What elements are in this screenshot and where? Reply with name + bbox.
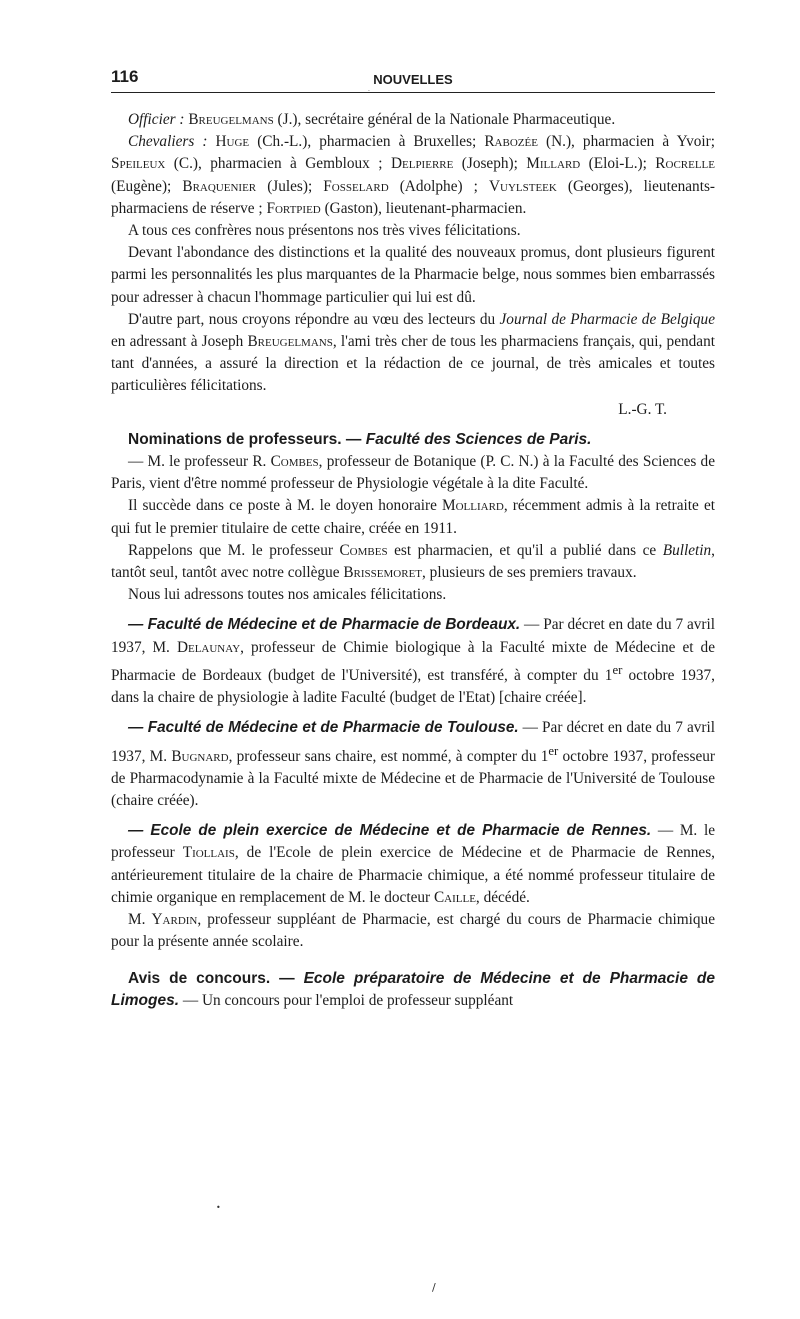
heading-dash: — [341,430,366,448]
text-run: (Adolphe) ; [388,177,489,195]
person-name: Delaunay [176,638,241,656]
concours-paragraph [111,968,715,1012]
text-run: (Georges), lieutenants-pharmaciens de réserve ; [111,177,716,217]
text-run: , de l'Ecole de plein exercice de Médecine et de Pharmacie de Rennes, antérieurement titulaire de la chaire de Pharmacie chimique, a été nommé professeur titulaire de chimie organique en remplacement de M. le docteur [111,844,715,906]
text-run: , décédé. [475,888,530,906]
officier-paragraph [111,109,715,131]
section-heading: Avis de concours. [128,969,271,987]
scan-dot-mark: · [368,88,370,95]
faculty-heading: Faculté des Sciences de Paris. [365,430,592,448]
person-name: Breugelmans [188,111,274,128]
rennes-p2 [111,909,715,953]
nominations-p2 [111,495,715,539]
person-name: Tiollais [182,844,235,862]
text-run: — Par décret en date du 7 avril 1937, M. [111,719,715,765]
felicitations-paragraph: A tous ces confrères nous présentons nos très vives félicitations. [128,222,521,240]
person-name: Fosselard [323,177,389,195]
ordinal-suffix: er [612,662,623,677]
person-name: Rabozée [484,133,538,151]
text-run: (Eugène); [111,177,183,195]
text-run: , récemment admis à la retraite et qui fut le premier titulaire de cette chaire, créée en 1911. [111,497,715,537]
person-name: Delpierre [390,155,454,173]
text-run: — M. le professeur [111,822,715,862]
school-heading: Ecole préparatoire de Médecine et de Pharmacie de Limoges. [111,969,715,1009]
text-run: en adressant à Joseph [111,333,248,351]
journal-page [111,62,715,1012]
person-name: Fortpied [266,199,321,217]
page-content [111,93,715,1012]
person-name: Combes [339,541,388,559]
devant-paragraph: Devant l'abondance des distinctions et la qualité des nouveaux promus, dont plusieurs figurent parmi les personnalités les plus marquantes de la Pharmacie belge, nous sommes bien embarrassés pour adresser à chacun l'hommage particulier qui lui est dû. [111,244,715,306]
nominations-heading [111,429,715,451]
bordeaux-heading: — Faculté de Médecine et de Pharmacie de Bordeaux. [128,616,521,634]
person-name: Yardin [151,911,198,929]
text-run: (C.), pharmacien à Gembloux ; [165,155,391,173]
person-name: Braquenier [182,177,257,195]
text-run: Il succède dans ce poste à M. le doyen honoraire [128,497,442,515]
journal-title: Journal de Pharmacie de Belgique [499,310,715,328]
person-name: Speileux [111,155,166,173]
section-heading: Nominations de professeurs. [128,430,342,448]
text-run: (Ch.-L.), pharmacien à Bruxelles; [249,133,485,151]
scan-slash-mark: / [432,1281,436,1294]
person-name: Millard [526,155,581,173]
text-run: , plusieurs de ses premiers travaux. [422,564,637,582]
text-run: (Joseph); [453,155,527,173]
text-run: (Jules); [256,177,324,195]
toulouse-heading: — Faculté de Médecine et de Pharmacie de Toulouse. [128,719,519,737]
chevaliers-label: Chevaliers : [128,133,208,151]
toulouse-paragraph [111,717,715,812]
person-name: Huge [215,133,250,151]
ordinal-suffix: er [548,743,559,758]
text-run: , professeur de Chimie biologique à la Faculté mixte de Médecine et de Pharmacie de Bordeaux (budget de l'Université), est transféré, à compter du 1 [111,638,715,684]
person-name: Molliard [441,497,504,515]
running-title: NOUVELLES [373,72,453,87]
text-run: — M. le professeur R. [128,453,271,471]
text-run: (N.), pharmacien à Yvoir; [537,133,716,151]
person-name: Combes [270,453,319,471]
person-name: Bugnard [171,747,229,765]
nominations-p3 [111,540,715,584]
text-run: , professeur suppléant de Pharmacie, est chargé du cours de Pharmacie chimique pour la présente année scolaire. [111,911,715,951]
text-run: D'autre part, nous croyons répondre au vœu des lecteurs du [128,310,500,328]
signature: L.-G. T. [618,400,667,418]
text-run: , tantôt seul, tantôt avec notre collègue [111,541,715,582]
heading-dash: — [270,969,304,987]
text-run: (Eloi-L.); [580,155,656,173]
text-run: , professeur de Botanique (P. C. N.) à la Faculté des Sciences de Paris, vient d'être nommé professeur de Physiologie végétale à la dite Faculté. [111,453,715,493]
text-run: octobre 1937, dans la chaire de physiologie à ladite Faculté (budget de l'Etat) [chaire créée]. [111,666,715,707]
autre-paragraph [111,309,715,398]
person-name: Breugelmans [247,333,333,351]
text-run: — Un concours pour l'emploi de professeur suppléant [179,991,514,1009]
text-run: M. [128,911,152,929]
person-name: Rocrelle [655,155,715,173]
page-header [111,62,715,93]
page-number: 116 [111,67,139,86]
bordeaux-paragraph [111,614,715,709]
rennes-heading: — Ecole de plein exercice de Médecine et de Pharmacie de Rennes. [128,822,652,840]
text-run: octobre 1937, professeur de Pharmacodynamie à la Faculté mixte de Médecine et de Pharmacie de l'Université de Toulouse (chaire créée). [111,747,715,810]
person-name: Vuylsteek [488,177,557,195]
text-run: (Gaston), lieutenant-pharmacien. [320,199,527,217]
bulletin-title: Bulletin [662,541,712,559]
chevaliers-paragraph [111,131,715,220]
text-run: , l'ami très cher de tous les pharmaciens français, qui, pendant tant d'années, a assuré la direction et la rédaction de ce journal, de très amicales et toutes particulières félicitations. [111,333,715,395]
nominations-p4: Nous lui adressons toutes nos amicales félicitations. [128,586,447,604]
text-run: est pharmacien, et qu'il a publié dans ce [387,541,663,559]
officier-text: (J.), secrétaire général de la Nationale Pharmaceutique. [273,111,616,128]
text-run: , professeur sans chaire, est nommé, à compter du 1 [228,747,549,765]
person-name: Brissemoret [343,564,423,582]
person-name: Caille [433,888,476,906]
nominations-p1 [111,451,715,495]
officier-label: Officier : [128,111,185,128]
scan-dot-mark: • [216,1203,221,1212]
text-run: — Par décret en date du 7 avril 1937, M. [111,616,715,656]
rennes-paragraph [111,820,715,909]
text-run: Rappelons que M. le professeur [128,541,340,559]
